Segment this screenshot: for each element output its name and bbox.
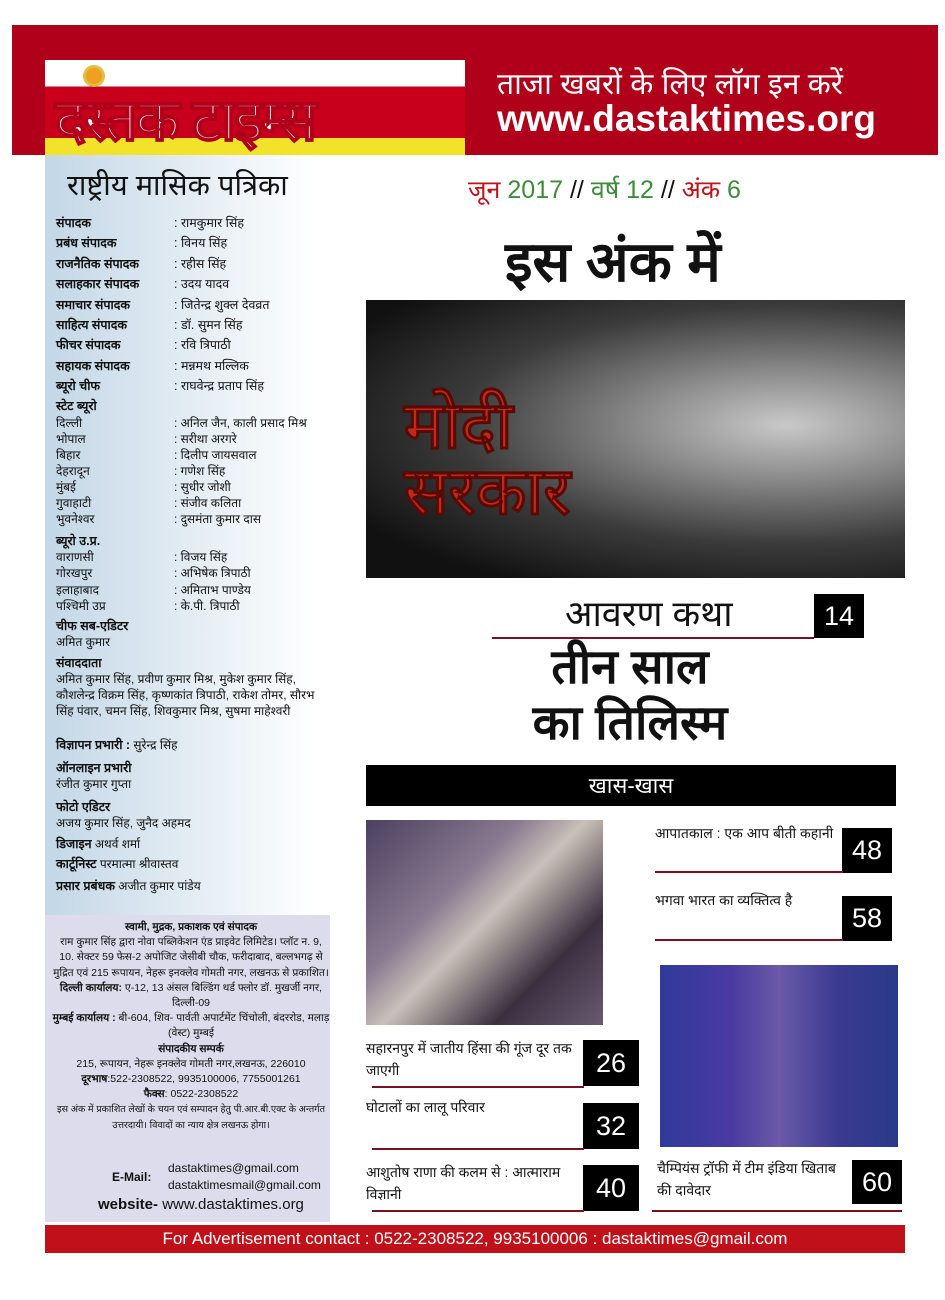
- masthead-row: [56, 316, 242, 333]
- label: कार्टूनिस्ट: [56, 857, 97, 871]
- delhi-office-label: दिल्ली कार्यालय:: [59, 981, 122, 994]
- person-name: : रामकुमार सिंह: [174, 216, 244, 230]
- divider: [655, 871, 843, 873]
- value: अमित कुमार: [56, 635, 111, 649]
- page-number[interactable]: 48: [842, 828, 892, 873]
- article-photo-cricket[interactable]: [660, 965, 898, 1147]
- value: अजीत कुमार पांडेय: [118, 879, 201, 893]
- divider: [372, 1086, 584, 1088]
- page-number[interactable]: 26: [583, 1040, 639, 1086]
- person-name: : संजीव कलिता: [174, 496, 242, 510]
- masthead-row: [56, 214, 244, 231]
- role-label: साहित्य संपादक: [56, 318, 127, 332]
- person-name: : विजय सिंह: [174, 550, 228, 564]
- article-photo-saharanpur[interactable]: [366, 820, 603, 1025]
- divider: [372, 1148, 584, 1150]
- email-link[interactable]: dastaktimes@gmail.com: [168, 1161, 299, 1175]
- cover-title-line2: सरकार: [404, 454, 571, 528]
- role-label: गोरखपुर: [56, 566, 93, 581]
- phone-label: दूरभाष: [81, 1073, 108, 1086]
- role-label: सलाहकार संपादक: [56, 277, 140, 292]
- fax-label: फैक्स: [143, 1088, 165, 1101]
- divider: [492, 637, 814, 639]
- website-label: website-: [98, 1196, 159, 1213]
- masthead-row: [56, 431, 237, 447]
- page-number[interactable]: 40: [583, 1165, 639, 1211]
- role-label: सहायक संपादक: [56, 358, 130, 373]
- masthead-row: [56, 447, 257, 463]
- article-title[interactable]: भगवा भारत का व्यक्तित्व है: [655, 892, 793, 908]
- ad-incharge: [56, 737, 326, 753]
- logo-text: दस्तक टाइम्स: [55, 88, 315, 153]
- footer-ad-contact: For Advertisement contact : 0522-2308522, 9935100006 : dastaktimes@gmail.com: [45, 1225, 905, 1253]
- design: [56, 836, 326, 852]
- masthead-row: [56, 582, 251, 598]
- page-number[interactable]: 32: [583, 1103, 639, 1149]
- website-link[interactable]: www.dastaktimes.org: [162, 1196, 304, 1213]
- role-label: पश्चिमी उप्र: [56, 598, 106, 613]
- volume-label: वर्ष: [590, 176, 620, 204]
- masthead-row: [56, 255, 226, 272]
- page-number[interactable]: 60: [852, 1160, 902, 1204]
- imprint: [52, 920, 330, 1133]
- role-label: प्रबंध संपादक: [56, 236, 117, 251]
- article-title[interactable]: घोटालों का लालू परिवार: [366, 1099, 485, 1115]
- masthead-row: [56, 565, 251, 581]
- person-name: : रवि त्रिपाठी: [174, 338, 231, 353]
- person-name: : दुसमंता कुमार दास: [174, 512, 261, 526]
- masthead-row: [56, 415, 307, 431]
- header-website[interactable]: www.dastaktimes.org: [497, 98, 877, 139]
- role-label: देहरादून: [56, 464, 90, 478]
- masthead-row: [56, 234, 227, 251]
- website: [98, 1196, 304, 1213]
- divider: [655, 939, 843, 941]
- contact-address: 215, रूपायन, नेहरू इनक्लेव गोमती नगर,लखनऊ, 226010: [76, 1057, 306, 1070]
- correspondents: [56, 655, 326, 719]
- label: संवाददाता: [56, 656, 102, 670]
- role-label: वाराणसी: [56, 550, 94, 564]
- mumbai-office-label: मुम्बई कार्यालय :: [52, 1012, 116, 1025]
- masthead-row: [56, 336, 231, 353]
- cover-story-title-line2: का तिलिस्म: [532, 697, 728, 750]
- cover-story-title-line1: तीन साल: [551, 641, 709, 694]
- value: अजय कुमार सिंह, जुनैद अहमद: [56, 816, 191, 830]
- person-name: : राघवेन्द्र प्रताप सिंह: [174, 379, 264, 394]
- photo-editor: [56, 799, 326, 831]
- number-label: अंक: [681, 176, 721, 204]
- page-number[interactable]: 14: [814, 594, 864, 638]
- cover-image[interactable]: [366, 300, 905, 578]
- contact-title: संपादकीय सम्पर्क: [158, 1042, 224, 1055]
- label: विज्ञापन प्रभारी :: [56, 738, 131, 752]
- cartoonist: [56, 856, 326, 872]
- role-label: भोपाल: [56, 432, 86, 446]
- article-title[interactable]: आपातकाल : एक आप बीती कहानी: [655, 825, 834, 841]
- person-name: : दिलीप जायसवाल: [174, 448, 257, 462]
- person-name: : उदय यादव: [174, 277, 230, 292]
- tagline: ताजा खबरों के लिए लॉग इन करें: [497, 68, 844, 101]
- masthead-row: [56, 463, 225, 479]
- state-bureau-title: स्टेट ब्यूरो: [56, 399, 97, 413]
- fax: : 0522-2308522: [164, 1088, 239, 1101]
- person-name: : अनिल जैन, काली प्रसाद मिश्र: [174, 416, 307, 430]
- article-title[interactable]: आशुतोष राणा की कलम से : आत्माराम विज्ञानी: [366, 1164, 561, 1202]
- value: परमात्मा श्रीवास्तव: [99, 857, 179, 871]
- label: ऑनलाइन प्रभारी: [56, 761, 132, 775]
- role-label: गुवाहाटी: [56, 496, 92, 510]
- email-label: E-Mail:: [112, 1170, 152, 1184]
- role-label: ब्यूरो चीफ: [56, 379, 101, 394]
- value: अमित कुमार सिंह, प्रवीण कुमार मिश्र, मुकेश कुमार सिंह, कौशलेन्द्र विक्रम सिंह, कृष्णकांत त्रिपाठी, राकेश तोमर, सौरभ सिंह पंवार, चमन सिंह, शिवकुमार मिश्र, सुषमा माहेश्वरी: [56, 672, 315, 718]
- article-title[interactable]: सहारनपुर में जातीय हिंसा की गूंज दूर तक जाएगी: [366, 1040, 572, 1078]
- logo: [45, 60, 465, 155]
- cover-title-line1: मोदी: [404, 388, 513, 462]
- volume: 12: [626, 176, 654, 204]
- masthead-row: [56, 549, 227, 565]
- email-link[interactable]: dastaktimesmail@gmail.com: [168, 1178, 321, 1192]
- role-label: बिहार: [56, 448, 81, 462]
- person-name: : डॉ. सुमन सिंह: [174, 318, 243, 332]
- person-name: : रहीस सिंह: [174, 256, 227, 271]
- role-label: समाचार संपादक: [56, 297, 130, 312]
- online-incharge: [56, 760, 326, 792]
- divider: [652, 1210, 902, 1212]
- owner-title: स्वामी, मुद्रक, प्रकाशक एवं संपादक: [124, 921, 258, 933]
- separator: //: [660, 176, 675, 204]
- issue-info: [468, 172, 741, 206]
- person-name: : मन्नमथ मल्लिक: [174, 358, 249, 373]
- masthead-row: [56, 479, 231, 495]
- person-name: : सुधीर जोशी: [174, 480, 231, 494]
- delhi-office: ए-12, 13 अंसल बिल्डिंग थर्ड फ्लोर डॉ. मुखर्जी नगर, दिल्ली-09: [124, 981, 323, 1010]
- issue-year: 2017: [507, 176, 564, 204]
- disclaimer: इस अंक में प्रकाशित लेखों के चयन एवं सम्पादन हेतु पी.आर.बी.एक्ट के अन्तर्गत उत्तरदायी। विवादों का न्याय क्षेत्र लखनऊ होगा।: [56, 1104, 326, 1131]
- label: फोटो एडिटर: [56, 800, 111, 814]
- divider: [372, 1210, 584, 1212]
- magazine-subtitle: राष्ट्रीय मासिक पत्रिका: [67, 170, 288, 202]
- label: चीफ सब-एडिटर: [56, 619, 129, 633]
- circulation-manager: [56, 878, 326, 894]
- person-name: : अभिषेक त्रिपाठी: [174, 566, 251, 581]
- masthead-row: [56, 598, 240, 614]
- owner-text: राम कुमार सिंह द्वारा नोवा पब्लिकेशन एंड प्राइवेट लिमिटेड। प्लॉट न. 9, 10. सेक्टर 59 फेस-2 अपोजिट जेसीबी चौक, फरीदाबाद, बल्लभगढ़ से मुद्रित एवं 215 रूपायन, नेहरू इनक्लेव गोमती नगर, लखनऊ से प्रकाशित।: [53, 936, 329, 979]
- masthead-row: [56, 495, 241, 511]
- person-name: : अमिताभ पाण्डेय: [174, 582, 251, 597]
- masthead-row: [56, 377, 264, 394]
- value: सुरेन्द्र सिंह: [133, 738, 178, 752]
- masthead-row: [56, 357, 249, 374]
- separator: //: [569, 176, 584, 204]
- masthead-row: [56, 275, 229, 292]
- contents-heading: इस अंक में: [505, 230, 721, 293]
- role-label: इलाहाबाद: [56, 582, 99, 597]
- value: रंजीत कुमार गुप्ता: [56, 777, 132, 791]
- masthead-row: [56, 511, 261, 527]
- role-label: राजनैतिक संपादक: [56, 256, 140, 271]
- cover-story-title[interactable]: [480, 640, 780, 752]
- person-name: : विनय सिंह: [174, 236, 228, 251]
- person-name: : सरीथा अरगरे: [174, 432, 237, 446]
- person-name: : गणेश सिंह: [174, 464, 226, 478]
- role-label: मुंबई: [56, 480, 76, 494]
- role-label: दिल्ली: [56, 416, 83, 430]
- value: अथर्व शर्मा: [94, 837, 141, 851]
- special-section-heading: खास-खास: [366, 765, 896, 806]
- person-name: : जितेन्द्र शुक्ल देवव्रत: [174, 297, 270, 312]
- emails: [168, 1160, 321, 1194]
- person-name: : के.पी. त्रिपाठी: [174, 598, 240, 613]
- article-title[interactable]: चैम्पियंस ट्रॉफी में टीम इंडिया खिताब की दावेदार: [657, 1160, 836, 1198]
- chief-sub-editor: [56, 618, 326, 650]
- cover-image-title: [404, 388, 571, 528]
- masthead-row: [56, 296, 269, 313]
- page-number[interactable]: 58: [842, 896, 892, 941]
- mumbai-office: बी-604, शिव- पार्वती अपार्टमेंट चिंचोली, बंदररोड, मलाड़ (वेस्ट) मुम्बई: [118, 1012, 330, 1040]
- role-label: संपादक: [56, 216, 92, 230]
- label: डिजाइन: [56, 837, 92, 851]
- phone: :522-2308522, 9935100006, 7755001261: [107, 1073, 301, 1086]
- issue-number: 6: [727, 176, 741, 204]
- issue-month: जून: [468, 176, 501, 204]
- label: प्रसार प्रबंधक: [56, 879, 115, 893]
- role-label: फीचर संपादक: [56, 338, 121, 353]
- up-bureau-title: ब्यूरो उ.प्र.: [56, 534, 101, 548]
- role-label: भुवनेश्वर: [56, 512, 95, 526]
- cover-story-label: आवरण कथा: [565, 593, 733, 634]
